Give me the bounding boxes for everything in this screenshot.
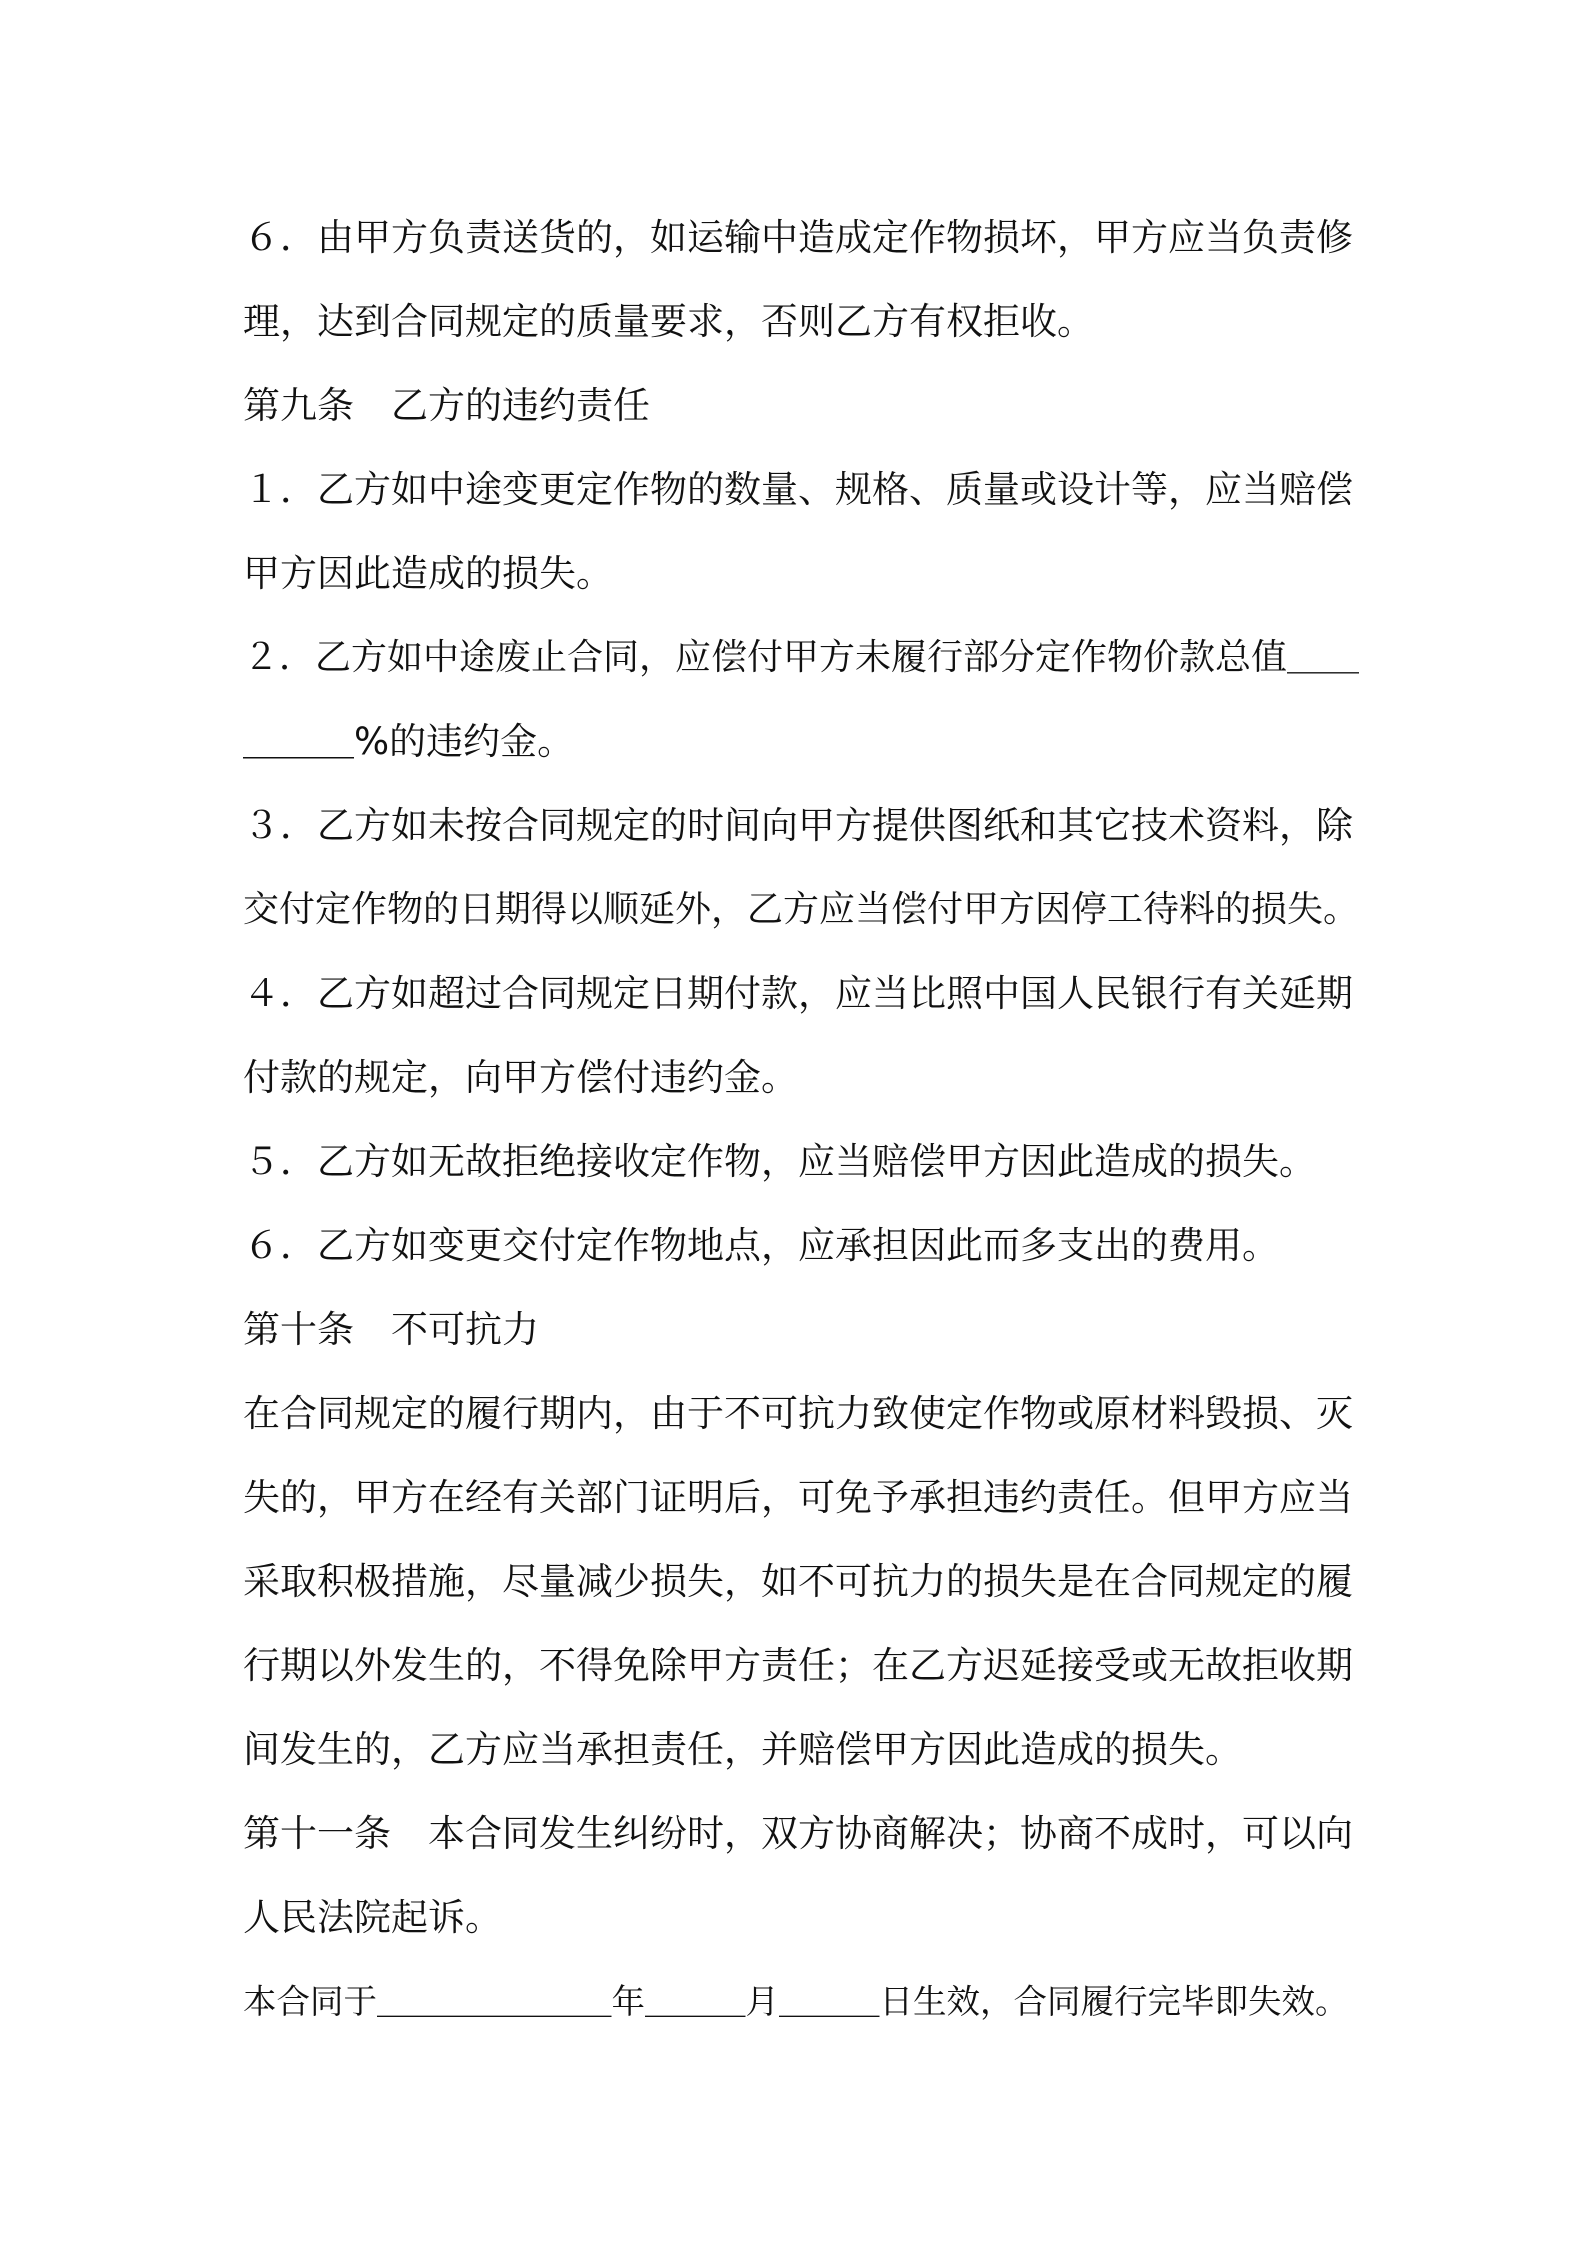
text-line: ６．乙方如变更交付定作物地点，应承担因此而多支出的费用。	[243, 1224, 1279, 1267]
text-line: ６．由甲方负责送货的，如运输中造成定作物损坏，甲方应当负责修	[243, 216, 1353, 259]
text-line: 第十一条 本合同发生纠纷时，双方协商解决；协商不成时，可以向	[243, 1812, 1353, 1855]
text-line: 在合同规定的履行期内，由于不可抗力致使定作物或原材料毁损、灭	[243, 1392, 1353, 1435]
text-line: ＿＿＿%的违约金。	[243, 720, 575, 763]
text-line: ３．乙方如未按合同规定的时间向甲方提供图纸和其它技术资料，除	[243, 804, 1353, 847]
text-line: ５．乙方如无故拒绝接收定作物，应当赔偿甲方因此造成的损失。	[243, 1140, 1316, 1183]
text-line: ４．乙方如超过合同规定日期付款，应当比照中国人民银行有关延期	[243, 972, 1353, 1015]
effective-date-line: 本合同于＿＿＿＿＿＿＿年＿＿＿月＿＿＿日生效，合同履行完毕即失效。	[243, 1982, 1349, 2021]
text-line: 行期以外发生的，不得免除甲方责任；在乙方迟延接受或无故拒收期	[243, 1644, 1353, 1687]
text-line: 间发生的，乙方应当承担责任，并赔偿甲方因此造成的损失。	[243, 1728, 1242, 1771]
text-line: ２．乙方如中途废止合同，应偿付甲方未履行部分定作物价款总值＿＿	[243, 637, 1360, 678]
text-line: 人民法院起诉。	[243, 1896, 502, 1939]
text-line: 付款的规定，向甲方偿付违约金。	[243, 1056, 798, 1099]
text-line: １．乙方如中途变更定作物的数量、规格、质量或设计等，应当赔偿	[243, 468, 1353, 511]
text-line: 采取积极措施，尽量减少损失，如不可抗力的损失是在合同规定的履	[243, 1560, 1353, 1603]
text-line: 交付定作物的日期得以顺延外，乙方应当偿付甲方因停工待料的损失。	[243, 889, 1360, 930]
text-line: 失的，甲方在经有关部门证明后，可免予承担违约责任。但甲方应当	[243, 1476, 1353, 1519]
text-line: 甲方因此造成的损失。	[243, 552, 613, 595]
document-body	[243, 196, 1363, 2044]
section-heading: 第十条 不可抗力	[243, 1308, 539, 1351]
section-heading: 第九条 乙方的违约责任	[243, 384, 650, 427]
text-line: 理，达到合同规定的质量要求，否则乙方有权拒收。	[243, 300, 1094, 343]
